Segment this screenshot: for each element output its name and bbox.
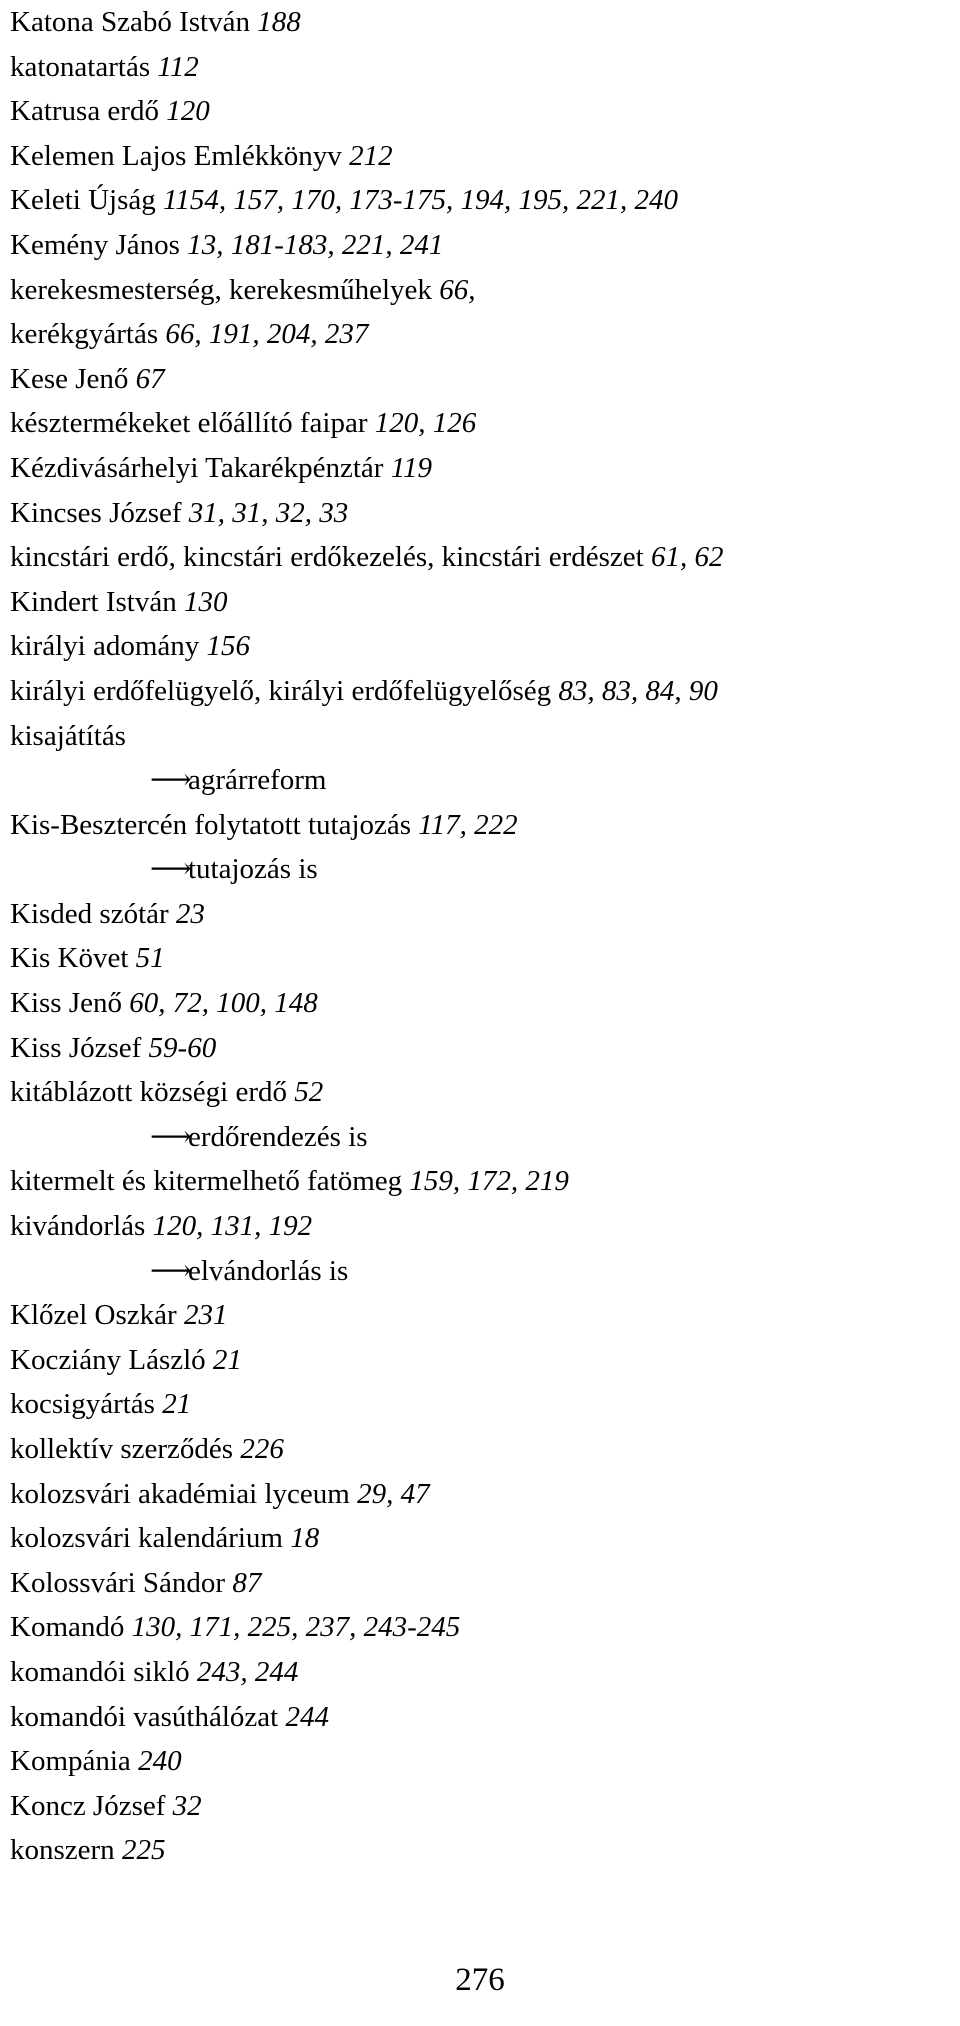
index-term: Kindert István: [10, 585, 177, 618]
index-entry: [10, 1026, 955, 1071]
index-entry: [10, 1472, 955, 1517]
index-entry: [10, 1382, 955, 1427]
index-term: Kincses József: [10, 496, 182, 529]
index-entry: [10, 1828, 955, 1873]
index-term: Klőzel Oszkár: [10, 1299, 177, 1332]
index-cross-reference: [10, 1249, 955, 1294]
index-term: Kiss Jenő: [10, 987, 122, 1020]
index-entry: [10, 1338, 955, 1383]
arrow-right-icon: ⟶: [150, 1120, 192, 1153]
index-term: Kocziány László: [10, 1343, 206, 1376]
index-entry: [10, 312, 955, 357]
index-term: katonatartás: [10, 50, 151, 83]
index-pages: 244: [285, 1700, 329, 1733]
index-entry: [10, 401, 955, 446]
index-pages: 188: [257, 6, 301, 38]
index-pages: 52: [294, 1076, 324, 1109]
index-term: királyi adomány: [10, 630, 200, 663]
index-term: Keleti Újság: [10, 184, 156, 217]
index-pages: 66, 191, 204, 237: [165, 318, 369, 351]
index-term: késztermékeket előállító faipar: [10, 407, 368, 440]
index-pages: 59-60: [148, 1031, 217, 1064]
index-term: Katrusa erdő: [10, 95, 159, 128]
index-entry: [10, 624, 955, 669]
index-pages: 119: [390, 451, 433, 484]
index-pages: 23: [175, 897, 205, 930]
index-entry: [10, 1427, 955, 1472]
index-entry: [10, 268, 955, 313]
see-reference: agrárreform: [188, 764, 327, 797]
index-entry: [10, 714, 955, 759]
index-term: komandói vasúthálózat: [10, 1700, 279, 1733]
index-entry: [10, 1695, 955, 1740]
index-term: konszern: [10, 1834, 115, 1867]
index-pages: 156: [206, 630, 251, 663]
index-pages: 212: [349, 139, 393, 172]
index-entry: [10, 223, 955, 268]
index-pages: 32: [172, 1789, 202, 1822]
index-pages: 226: [240, 1433, 284, 1465]
index-term: kerekesmesterség, kerekesműhelyek: [10, 273, 432, 306]
index-term: Katona Szabó István: [10, 6, 250, 38]
index-term: Kisded szótár: [10, 897, 169, 930]
index-entry: [10, 446, 955, 491]
index-entry: [10, 89, 955, 134]
index-entry: [10, 936, 955, 981]
index-entry: [10, 1784, 955, 1829]
index-term: kisajátítás: [10, 719, 126, 752]
index-pages: 51: [135, 942, 165, 975]
index-term: Kis-Besztercén folytatott tutajozás: [10, 808, 412, 841]
index-term: Kelemen Lajos Emlékkönyv: [10, 139, 342, 172]
index-pages: 240: [138, 1745, 182, 1778]
index-term: Kolossvári Sándor: [10, 1566, 226, 1599]
index-entry: [10, 134, 955, 179]
index-pages: 1154, 157, 170, 173-175, 194, 195, 221, 240: [163, 184, 679, 217]
index-term: kolozsvári kalendárium: [10, 1522, 283, 1555]
index-term: Kese Jenő: [10, 362, 129, 395]
index-term: Kézdivásárhelyi Takarékpénztár: [10, 451, 384, 484]
index-pages: 67: [135, 362, 165, 395]
index-entry: [10, 803, 955, 848]
index-entry: [10, 491, 955, 536]
index-pages: 60, 72, 100, 148: [129, 987, 318, 1020]
index-entry: [10, 669, 955, 714]
index-term: kollektív szerződés: [10, 1433, 234, 1465]
index-pages: 117, 222: [418, 808, 518, 841]
index-cross-reference: [10, 847, 955, 892]
index-term: Kiss József: [10, 1031, 142, 1064]
index-entry: [10, 45, 955, 90]
index-entry: [10, 1561, 955, 1606]
index-term: kivándorlás: [10, 1210, 146, 1243]
index-pages: 61, 62: [650, 541, 724, 574]
index-pages: 120: [166, 95, 210, 128]
index-entry: [10, 535, 955, 580]
index-pages: 21: [212, 1343, 242, 1376]
index-entry: [10, 357, 955, 402]
index-entry: [10, 1605, 955, 1650]
index-pages: 21: [162, 1388, 192, 1421]
index-term: Koncz József: [10, 1789, 166, 1822]
see-reference: elvándorlás is: [188, 1254, 349, 1287]
index-pages: 29, 47: [357, 1477, 430, 1510]
see-reference: erdőrendezés is: [188, 1120, 368, 1153]
index-pages: 83, 83, 84, 90: [558, 674, 718, 707]
index-pages: 66,: [439, 273, 476, 306]
index-pages: 120, 131, 192: [152, 1210, 313, 1243]
index-pages: 13, 181-183, 221, 241: [187, 228, 444, 261]
index-pages: 31, 31, 32, 33: [188, 496, 349, 529]
index-pages: 159, 172, 219: [409, 1165, 569, 1198]
index-pages: 243, 244: [196, 1655, 299, 1688]
index-term: Kis Követ: [10, 942, 129, 975]
index-entry: [10, 1204, 955, 1249]
index-term: kerékgyártás: [10, 318, 159, 351]
index-pages: 18: [290, 1522, 320, 1555]
index-pages: 87: [232, 1566, 262, 1599]
index-entry: [10, 1070, 955, 1115]
index-pages: 225: [121, 1834, 166, 1867]
index-cross-reference: [10, 1115, 955, 1160]
arrow-right-icon: ⟶: [150, 1254, 192, 1287]
index-term: kocsigyártás: [10, 1388, 155, 1421]
arrow-right-icon: ⟶: [150, 853, 192, 886]
index-entry: [10, 0, 955, 45]
index-term: komandói sikló: [10, 1655, 190, 1688]
index-term: kincstári erdő, kincstári erdőkezelés, kincstári erdészet: [10, 541, 644, 574]
index-pages: 120, 126: [374, 407, 477, 440]
index-term: kitermelt és kitermelhető fatömeg: [10, 1165, 403, 1198]
index-cross-reference: [10, 758, 955, 803]
see-reference: tutajozás is: [188, 853, 318, 886]
index-entry: [10, 892, 955, 937]
index-term: királyi erdőfelügyelő, királyi erdőfelügyelőség: [10, 674, 552, 707]
index-term: kitáblázott községi erdő: [10, 1076, 288, 1109]
index-pages: 130, 171, 225, 237, 243-245: [131, 1611, 461, 1644]
index-entry: [10, 1650, 955, 1695]
index-entry: [10, 1739, 955, 1784]
index-term: Kompánia: [10, 1745, 131, 1778]
index-entry: [10, 1159, 955, 1204]
index-pages: 130: [183, 585, 228, 618]
index-entry: [10, 580, 955, 625]
index-entry: [10, 178, 955, 223]
index-entry: [10, 1293, 955, 1338]
index-term: kolozsvári akadémiai lyceum: [10, 1477, 350, 1510]
arrow-right-icon: ⟶: [150, 764, 192, 797]
index-pages: 112: [157, 50, 199, 83]
index-pages: 231: [183, 1299, 228, 1332]
index-entry: [10, 981, 955, 1026]
index-term: Kemény János: [10, 228, 180, 261]
index-term: Komandó: [10, 1611, 125, 1644]
index-list: [10, 0, 955, 1873]
index-entry: [10, 1516, 955, 1561]
page-number: 276: [455, 1962, 505, 1998]
